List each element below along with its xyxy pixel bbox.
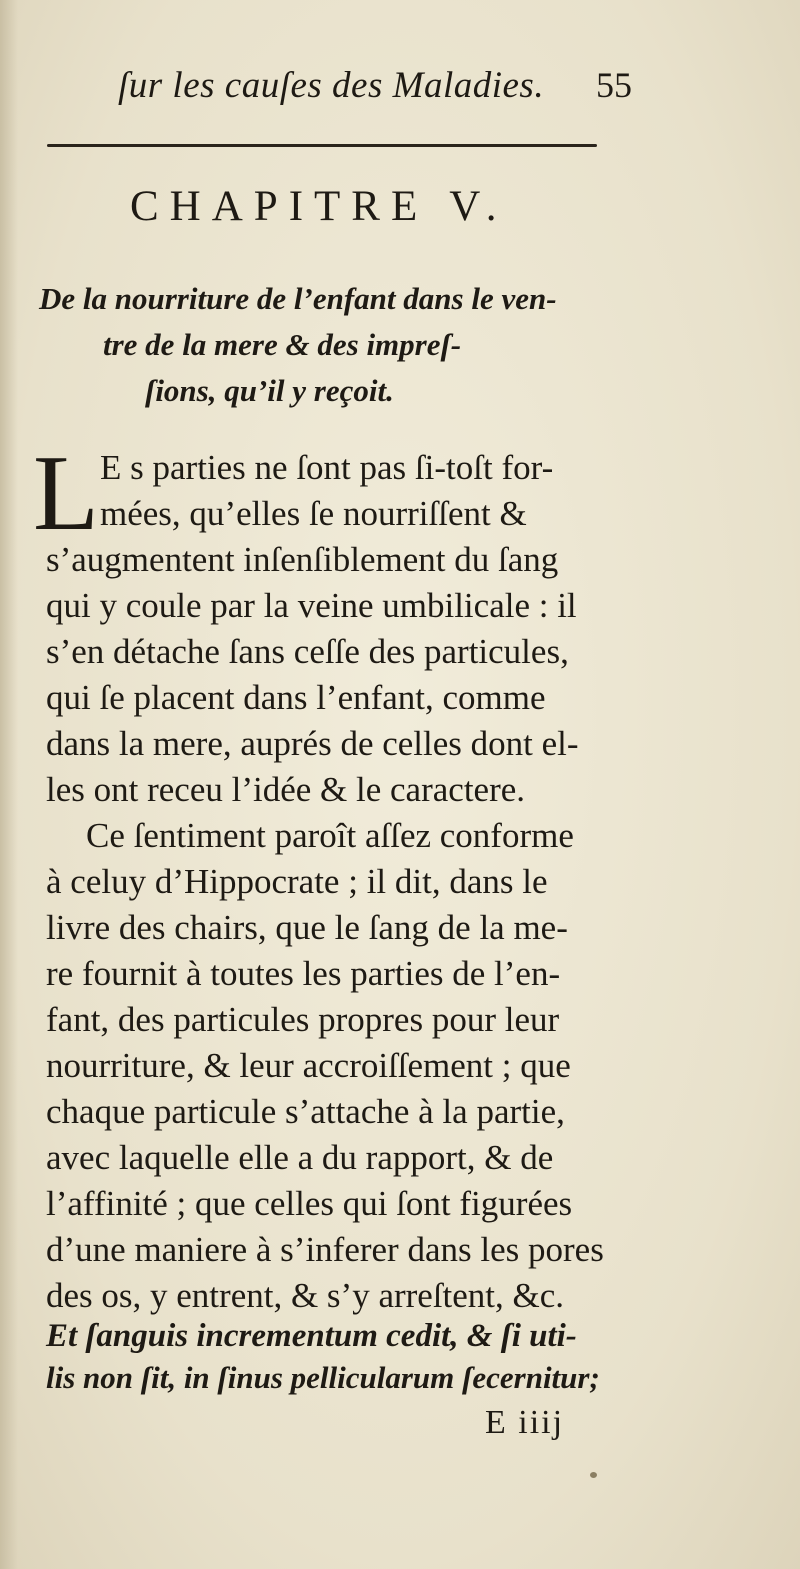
text-line: E s parties ne ſont pas ſi-toſt for- xyxy=(100,448,554,487)
text-line: fant, des particules propres pour leur xyxy=(46,1000,560,1039)
page-gutter-shadow xyxy=(0,0,18,1569)
text-line: à celuy d’Hippocrate ; il dit, dans le xyxy=(46,862,548,901)
chapter-heading: CHAPITRE V. xyxy=(130,183,508,230)
header-rule xyxy=(47,144,597,147)
subtitle-line: ſions, qu’il y reçoit. xyxy=(145,373,394,408)
page-number: 55 xyxy=(596,65,632,105)
subtitle-line: tre de la mere & des impreſ- xyxy=(103,327,462,362)
text-line: l’affinité ; que celles qui ſont figurées xyxy=(46,1184,573,1223)
signature-mark: E iiij xyxy=(485,1404,565,1441)
text-line-latin: Et ſanguis incrementum cedit, & ſi uti- xyxy=(46,1318,577,1354)
text-line: avec laquelle elle a du rapport, & de xyxy=(46,1138,554,1177)
text-line: qui ſe placent dans l’enfant, comme xyxy=(46,678,546,717)
text-line: Ce ſentiment paroît aſſez conforme xyxy=(86,816,574,855)
running-head xyxy=(0,60,800,110)
text-line: livre des chairs, que le ſang de la me- xyxy=(46,908,568,947)
text-line: dans la mere, auprés de celles dont el- xyxy=(46,724,579,763)
text-line: s’augmentent inſenſiblement du ſang xyxy=(46,540,559,579)
text-line: des os, y entrent, & s’y arreſtent, &c. xyxy=(46,1276,565,1315)
paper-speck xyxy=(590,1472,597,1478)
text-line: chaque particule s’attache à la partie, xyxy=(46,1092,565,1131)
text-line: d’une maniere à s’inferer dans les pores xyxy=(46,1230,604,1269)
text-line-latin: lis non ſit, in ſinus pellicularum ſecernitur; xyxy=(46,1360,600,1395)
running-title: ſur les cauſes des Maladies. xyxy=(118,65,545,106)
text-line: nourriture, & leur accroiſſement ; que xyxy=(46,1046,571,1085)
subtitle-line: De la nourriture de l’enfant dans le ven- xyxy=(39,281,557,316)
text-line: les ont receu l’idée & le caractere. xyxy=(46,770,526,809)
text-line: qui y coule par la veine umbilicale : il xyxy=(46,586,577,625)
drop-cap: L xyxy=(33,434,99,553)
text-line: re fournit à toutes les parties de l’en- xyxy=(46,954,561,993)
text-line: mées, qu’elles ſe nourriſſent & xyxy=(100,494,527,533)
text-line: s’en détache ſans ceſſe des particules, xyxy=(46,632,569,671)
